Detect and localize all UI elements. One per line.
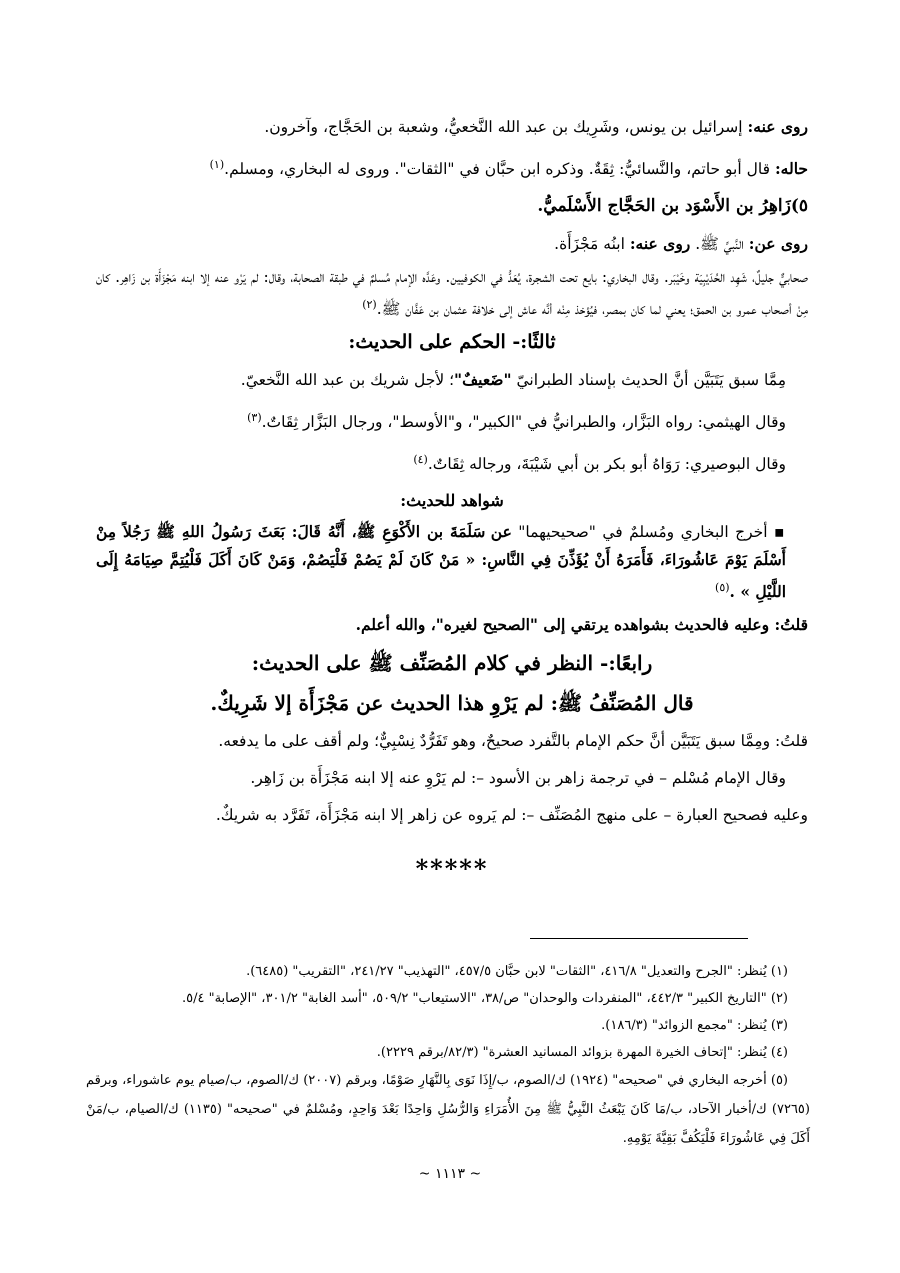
footnote-ref-3[interactable]: (٣) xyxy=(247,411,262,425)
status-label: حاله: xyxy=(774,159,808,179)
supporting-narration-item xyxy=(96,518,808,606)
footnotes xyxy=(86,958,810,1153)
conclusion-paragraph: قلتُ: وعليه فالحديث بشواهده يرتقي إلى "الصحيح لغيره"، والله أعلم. xyxy=(355,614,808,634)
author-quote-text: لم يَرْوِ هذا الحديث عن مَجْزَأَة إلا شَرِيكٌ. xyxy=(210,690,551,715)
ruling-text-start: مِمَّا سبق يَتَبَيَّن أنَّ الحديث بإسناد الطبرانيّ xyxy=(511,371,786,390)
narrator-heading: ٥)زَاهِرُ بن الأَسْوَد بن الحَجَّاج الأَسْلَميُّ. xyxy=(537,196,808,217)
section-divider-stars: ***** xyxy=(415,853,489,883)
narrators-text: إسرائيل بن يونس، وشَرِيك بن عبد الله النَّخعيُّ، وشعبة بن الحَجَّاج، وآخرون. xyxy=(264,118,748,136)
bullet-marker: ▪ xyxy=(773,522,786,541)
comment-paragraph-3: وعليه فصحيح العبارة – على منهج المُصَنِّف –: لم يَروه عن زاهر إلا ابنه مَجْزَأَة، تَفَرَّد به شريكٌ. xyxy=(215,805,808,824)
status-text: قال أبو حاتم، والنَّسائيُّ: ثِقَةٌ. وذكره ابن حبَّان في "الثقات". وروى له البخاري، ومسلم. xyxy=(224,160,775,179)
comment-paragraph-1: قلتُ: ومِمَّا سبق يَتَبَيَّن أنَّ حكم الإمام بالتَّفرد صحيحٌ، وهو تَفَرُّدٌ نِسْبِيٌّ؛ ولم أقف على ما يدفعه. xyxy=(218,731,808,750)
author-quote-label: قال المُصَنِّفُ ﷺ: xyxy=(550,690,694,715)
section-heading-author-review: رابعًا:- النظر في كلام المُصَنِّف ﷺ على الحديث: xyxy=(251,650,653,675)
ruling-verdict: "ضَعيفٌ" xyxy=(454,370,512,390)
footnote-4: (٤) يُنظر: "إتحاف الخيرة المهرة بزوائد المسانيد العشرة" (٨٢/٣/برقم ٢٢٢٩). xyxy=(376,1045,788,1060)
footnote-ref-4[interactable]: (٤) xyxy=(413,453,428,467)
main-text xyxy=(96,108,808,884)
narrators-from-line xyxy=(96,108,808,146)
haythami-paragraph xyxy=(96,399,808,441)
footnote-3: (٣) يُنظر: "مجمع الزوائد" (١٨٦/٣). xyxy=(601,1018,788,1033)
footnote-separator xyxy=(530,938,748,939)
busiri-text: وقال البوصيري: رَوَاهُ أبو بكر بن أبي شَيْبَةَ، ورجاله ثِقَاتٌ. xyxy=(427,455,786,474)
haythami-text: وقال الهيثمي: رواه البَزَّار، والطبرانيُّ في "الكبير"، و"الأوسط"، ورجال البَزَّار ثِقَاتٌ. xyxy=(261,413,786,432)
narrated-by-text: ابنُه مَجْزَأَة. xyxy=(554,235,630,254)
footnote-1: (١) يُنظر: "الجرح والتعديل" ٤١٦/٨، "الثقات" لابن حبَّان ٤٥٧/٥، "التهذيب" ٢٤١/٢٧، "التقريب" (٦٤٨٥). xyxy=(246,964,788,979)
footnote-2: (٢) "التاريخ الكبير" ٤٤٢/٣، "المنفردات والوحدان" ص/٣٨، "الاستيعاب" ٥٠٩/٢، "أسد الغابة" ٣٠١/٢، "الإصابة" ٥/٤. xyxy=(181,991,788,1006)
footnote-ref-5[interactable]: (٥) xyxy=(715,580,730,594)
ruling-paragraph xyxy=(96,361,808,399)
narrated-from-label: روى عن: xyxy=(748,234,808,254)
busiri-paragraph xyxy=(96,441,808,483)
comment-paragraph-2: وقال الإمام مُسْلم – في ترجمة زاهر بن الأسود –: لم يَرْوِ عنه إلا ابنه مَجْزَأَة بن زَاهِر. xyxy=(250,768,786,787)
narrated-from-text: النَّبيِّ ﷺ. xyxy=(690,235,749,254)
status-line xyxy=(96,146,808,188)
ruling-text-end: ؛ لأجل شريك بن عبد الله النَّخعيّ. xyxy=(240,371,455,390)
page-number: ~ ١١١٣ ~ xyxy=(418,1166,482,1182)
footnote-ref-2[interactable]: (٢) xyxy=(362,298,377,312)
supporting-narrations-heading: شواهد للحديث: xyxy=(400,490,504,510)
biography-text: صحابيٌّ جليلٌ، شَهِد الحُدَيْبِيَة وخَيْبَر. وقال البخاري: بايع تحت الشجرة، يُعَدُّ في الكوفيين. وعَدَّه الإمام مُسلمٌ في طبقة الصحابة، وقال: لم يَرْو عنه إلا ابنه مَجْزَأَة بن زَاهِر. كان مِنْ أصحاب عمرو بن الحمق؛ يعني لما كان بمصر، فيُؤخذ مِنْه أنَّه عاش إلى خلافة عثمان بن عَفَّان ﷺ. xyxy=(96,268,808,319)
footnote-5: (٥) أخرجه البخاري في "صحيحه" (١٩٢٤) ك/الصوم، ب/إِذَا نَوَى بِالنَّهَارِ صَوْمًا، وبرقم (٢٠٠٧) ك/الصوم، ب/صيام يوم عاشوراء، وبرقم (٧٢٦٥) ك/أخبار الآحاد، ب/مَا كَانَ يَبْعَثُ النَّبِيُّ ﷺ مِنَ الأُمَرَاءِ وَالرُّسُلِ وَاحِدًا بَعْدَ وَاحِدٍ، ومُسْلمٌ في "صحيحه" (١١٣٥) ك/الصيام، ب/مَنْ أَكَلَ فِي عَاشُورَاءَ فَلْيَكُفَّ بَقِيَّةَ يَوْمِهِ. xyxy=(86,1073,810,1146)
hadith-text: عن سَلَمَةَ بن الأَكْوَعِ ﷺ، أَنَّهُ قَالَ: بَعَثَ رَسُولُ اللهِ ﷺ رَجُلاً مِنْ أَسْلَمَ يَوْمَ عَاشُورَاءَ، فَأَمَرَهُ أَنْ يُؤَذِّنَ فِي النَّاسِ: « مَنْ كَانَ لَمْ يَصُمْ فَلْيَصُمْ، وَمَنْ كَانَ أَكَلَ فَلْيُتِمَّ صِيَامَهُ إِلَى اللَّيْلِ » . xyxy=(96,521,786,601)
narrators-label: روى عنه: xyxy=(747,117,808,136)
narrated-by-label: روى عنه: xyxy=(629,234,691,254)
bullet-intro-text: أخرج البخاري ومُسلمٌ في "صحيحيهما" xyxy=(511,522,774,541)
section-heading-ruling: ثالثًا:- الحكم على الحديث: xyxy=(348,331,556,354)
biography-paragraph xyxy=(96,263,808,323)
author-quote-heading xyxy=(96,683,808,723)
footnote-ref-1[interactable]: (١) xyxy=(209,158,225,171)
narrated-from-line xyxy=(96,225,808,263)
